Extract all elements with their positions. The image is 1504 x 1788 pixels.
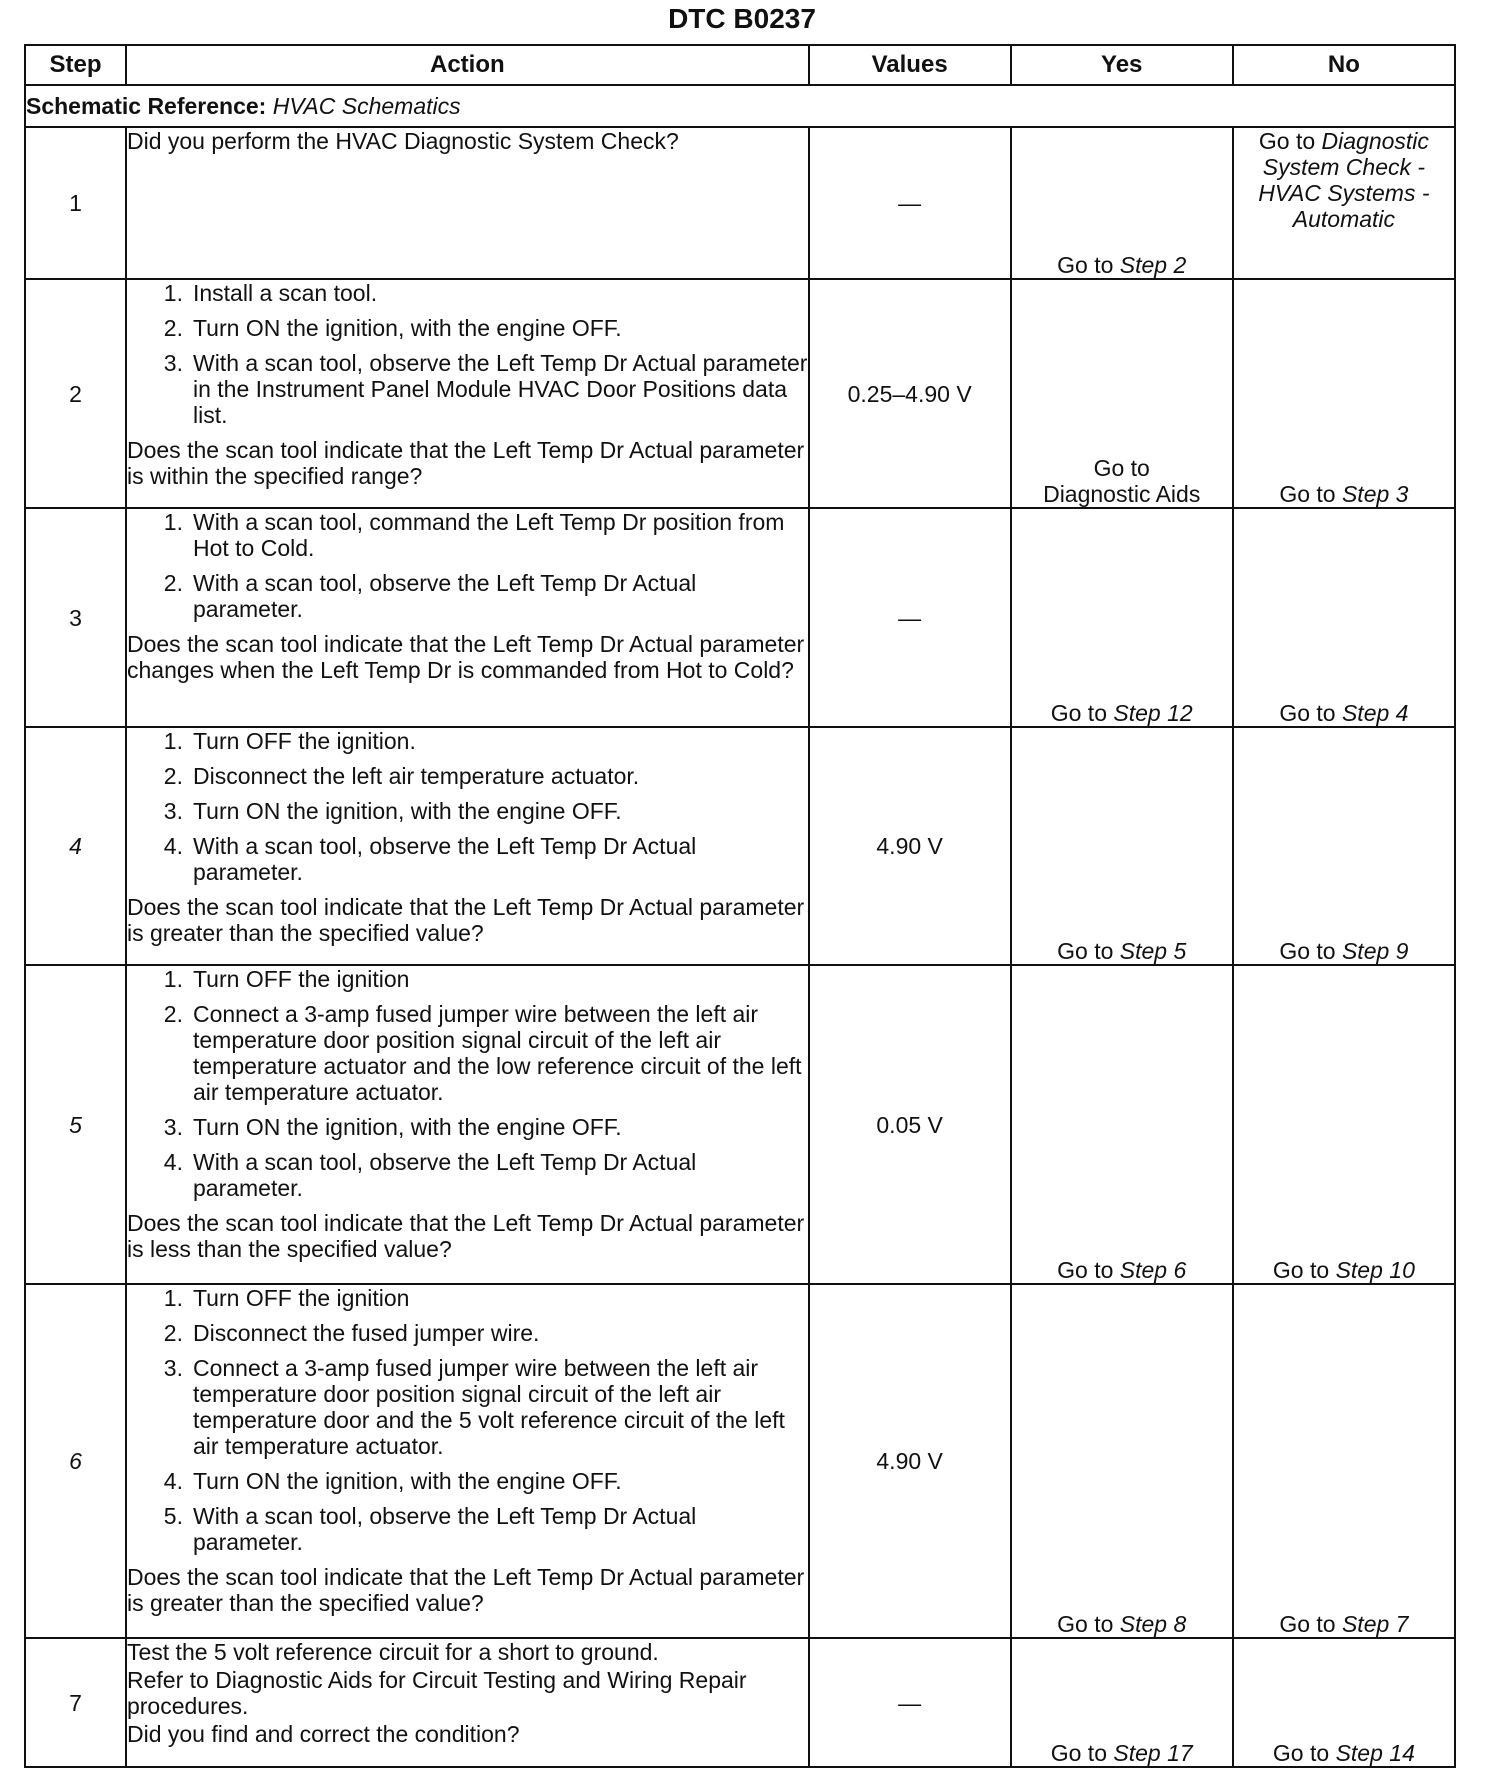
list-item: 4. With a scan tool, observe the Left Temp Dr Actual parameter. xyxy=(163,1149,697,1201)
step-number: 6 xyxy=(25,1284,126,1638)
goto-prefix: Go to xyxy=(1057,252,1114,278)
action-cell xyxy=(126,727,809,965)
no-cell xyxy=(1233,965,1455,1284)
no-cell xyxy=(1233,1638,1455,1767)
step-number: 4 xyxy=(25,727,126,965)
diagnostic-table xyxy=(24,44,1456,1768)
goto-prefix: Go to xyxy=(1272,1257,1330,1283)
table-row xyxy=(25,727,1455,965)
yes-cell xyxy=(1011,1638,1233,1767)
schematic-row xyxy=(25,85,1455,127)
action-question: Does the scan tool indicate that the Left Temp Dr Actual parameter changes when the Left Temp Dr is commanded from Hot to Cold? xyxy=(126,631,805,683)
yes-cell xyxy=(1011,965,1233,1284)
yes-cell xyxy=(1011,1284,1233,1638)
table-row xyxy=(25,508,1455,727)
action-cell xyxy=(126,1638,809,1767)
list-item: 4. With a scan tool, observe the Left Temp Dr Actual parameter. xyxy=(163,833,697,885)
goto-target: Step 2 xyxy=(1119,252,1187,278)
goto-prefix: Go to xyxy=(1057,1257,1114,1283)
list-item: 3. Turn ON the ignition, with the engine OFF. xyxy=(163,1114,622,1140)
goto-target: Diagnostic Aids xyxy=(1043,481,1201,507)
header-action: Action xyxy=(126,45,809,85)
goto-target: Step 4 xyxy=(1341,700,1409,726)
goto-target: Step 12 xyxy=(1113,700,1193,726)
action-text: Refer to Diagnostic Aids for Circuit Testing and Wiring Repair procedures. xyxy=(126,1667,747,1719)
goto-target: Step 17 xyxy=(1113,1740,1193,1766)
action-cell xyxy=(126,127,809,279)
list-item: 1. Turn OFF the ignition xyxy=(163,1285,410,1311)
goto-target: Step 9 xyxy=(1341,938,1409,964)
value-cell: — xyxy=(809,1638,1011,1767)
list-item: 1. With a scan tool, command the Left Temp Dr position from Hot to Cold. xyxy=(163,509,785,561)
goto-target: Step 14 xyxy=(1335,1740,1415,1766)
goto-prefix: Go to xyxy=(1057,1611,1114,1637)
list-item: 5. With a scan tool, observe the Left Temp Dr Actual parameter. xyxy=(163,1503,697,1555)
action-question: Does the scan tool indicate that the Left Temp Dr Actual parameter is greater than the specified value? xyxy=(126,1564,805,1616)
action-steps xyxy=(127,280,808,428)
goto-prefix: Go to xyxy=(1093,455,1150,481)
goto-target: Step 6 xyxy=(1119,1257,1187,1283)
value-cell: 0.05 V xyxy=(809,965,1011,1284)
no-cell xyxy=(1233,127,1455,279)
list-item: 1. Install a scan tool. xyxy=(163,280,378,306)
no-cell xyxy=(1233,508,1455,727)
list-item: 2. Connect a 3-amp fused jumper wire between the left air temperature door position signal circuit of the left air temperature actuator and the low reference circuit of the left air temperature actuator. xyxy=(163,1001,802,1105)
goto-prefix: Go to xyxy=(1050,1740,1107,1766)
header-step: Step xyxy=(25,45,126,85)
yes-cell xyxy=(1011,279,1233,508)
table-row xyxy=(25,965,1455,1284)
action-text: Test the 5 volt reference circuit for a short to ground. xyxy=(126,1639,659,1665)
schematic-reference xyxy=(25,85,1455,127)
schematic-link: HVAC Schematics xyxy=(272,93,461,119)
list-item: 3. Turn ON the ignition, with the engine OFF. xyxy=(163,798,622,824)
yes-cell xyxy=(1011,508,1233,727)
value-cell: 4.90 V xyxy=(809,1284,1011,1638)
list-item: 2. Turn ON the ignition, with the engine OFF. xyxy=(163,315,622,341)
action-steps xyxy=(127,1285,808,1555)
table-row xyxy=(25,1638,1455,1767)
goto-prefix: Go to xyxy=(1279,481,1336,507)
document-title: DTC B0237 xyxy=(668,3,816,34)
step-number: 1 xyxy=(25,127,126,279)
goto-prefix: Go to xyxy=(1050,700,1107,726)
goto-target: Step 10 xyxy=(1335,1257,1415,1283)
header-no: No xyxy=(1233,45,1455,85)
value-cell: — xyxy=(809,508,1011,727)
goto-target: Step 3 xyxy=(1341,481,1409,507)
action-cell xyxy=(126,508,809,727)
goto-prefix: Go to xyxy=(1057,938,1114,964)
table-row xyxy=(25,127,1455,279)
list-item: 1. Turn OFF the ignition. xyxy=(163,728,416,754)
action-question: Does the scan tool indicate that the Left Temp Dr Actual parameter is less than the specified value? xyxy=(126,1210,805,1262)
goto-prefix: Go to xyxy=(1279,700,1336,726)
no-cell xyxy=(1233,1284,1455,1638)
yes-cell xyxy=(1011,727,1233,965)
goto-prefix: Go to xyxy=(1279,1611,1336,1637)
no-cell xyxy=(1233,727,1455,965)
action-cell xyxy=(126,279,809,508)
no-cell xyxy=(1233,279,1455,508)
goto-target: Step 7 xyxy=(1341,1611,1409,1637)
goto-target: Step 8 xyxy=(1119,1611,1187,1637)
action-text: Did you find and correct the condition? xyxy=(126,1721,520,1747)
action-question: Does the scan tool indicate that the Left Temp Dr Actual parameter is within the specified range? xyxy=(126,437,805,489)
list-item: 4. Turn ON the ignition, with the engine OFF. xyxy=(163,1468,622,1494)
schematic-label: Schematic Reference: xyxy=(26,93,267,119)
yes-cell xyxy=(1011,127,1233,279)
goto-prefix: Go to xyxy=(1279,938,1336,964)
goto-target: Diagnostic System Check - HVAC Systems - Automatic xyxy=(1258,128,1430,232)
goto-prefix: Go to xyxy=(1258,128,1316,154)
list-item: 2. Disconnect the fused jumper wire. xyxy=(163,1320,540,1346)
list-item: 1. Turn OFF the ignition xyxy=(163,966,410,992)
action-steps xyxy=(127,509,808,622)
header-values: Values xyxy=(809,45,1011,85)
header-yes: Yes xyxy=(1011,45,1233,85)
table-row xyxy=(25,1284,1455,1638)
value-cell: 4.90 V xyxy=(809,727,1011,965)
action-cell xyxy=(126,1284,809,1638)
list-item: 3. Connect a 3-amp fused jumper wire between the left air temperature door position signal circuit of the left air temperature door and the 5 volt reference circuit of the left air temperature actuator. xyxy=(163,1355,785,1459)
step-number: 3 xyxy=(25,508,126,727)
goto-prefix: Go to xyxy=(1272,1740,1330,1766)
header-row xyxy=(25,45,1455,85)
action-question: Does the scan tool indicate that the Left Temp Dr Actual parameter is greater than the specified value? xyxy=(126,894,805,946)
goto-target: Step 5 xyxy=(1119,938,1187,964)
list-item: 3. With a scan tool, observe the Left Temp Dr Actual parameter in the Instrument Panel Module HVAC Door Positions data list. xyxy=(163,350,808,428)
action-steps xyxy=(127,966,808,1201)
action-text: Did you perform the HVAC Diagnostic System Check? xyxy=(126,128,679,154)
step-number: 7 xyxy=(25,1638,126,1767)
step-number: 2 xyxy=(25,279,126,508)
list-item: 2. Disconnect the left air temperature actuator. xyxy=(163,763,640,789)
value-cell: — xyxy=(809,127,1011,279)
table-row xyxy=(25,279,1455,508)
value-cell: 0.25–4.90 V xyxy=(809,279,1011,508)
action-steps xyxy=(127,728,808,885)
step-number: 5 xyxy=(25,965,126,1284)
list-item: 2. With a scan tool, observe the Left Temp Dr Actual parameter. xyxy=(163,570,697,622)
action-cell xyxy=(126,965,809,1284)
